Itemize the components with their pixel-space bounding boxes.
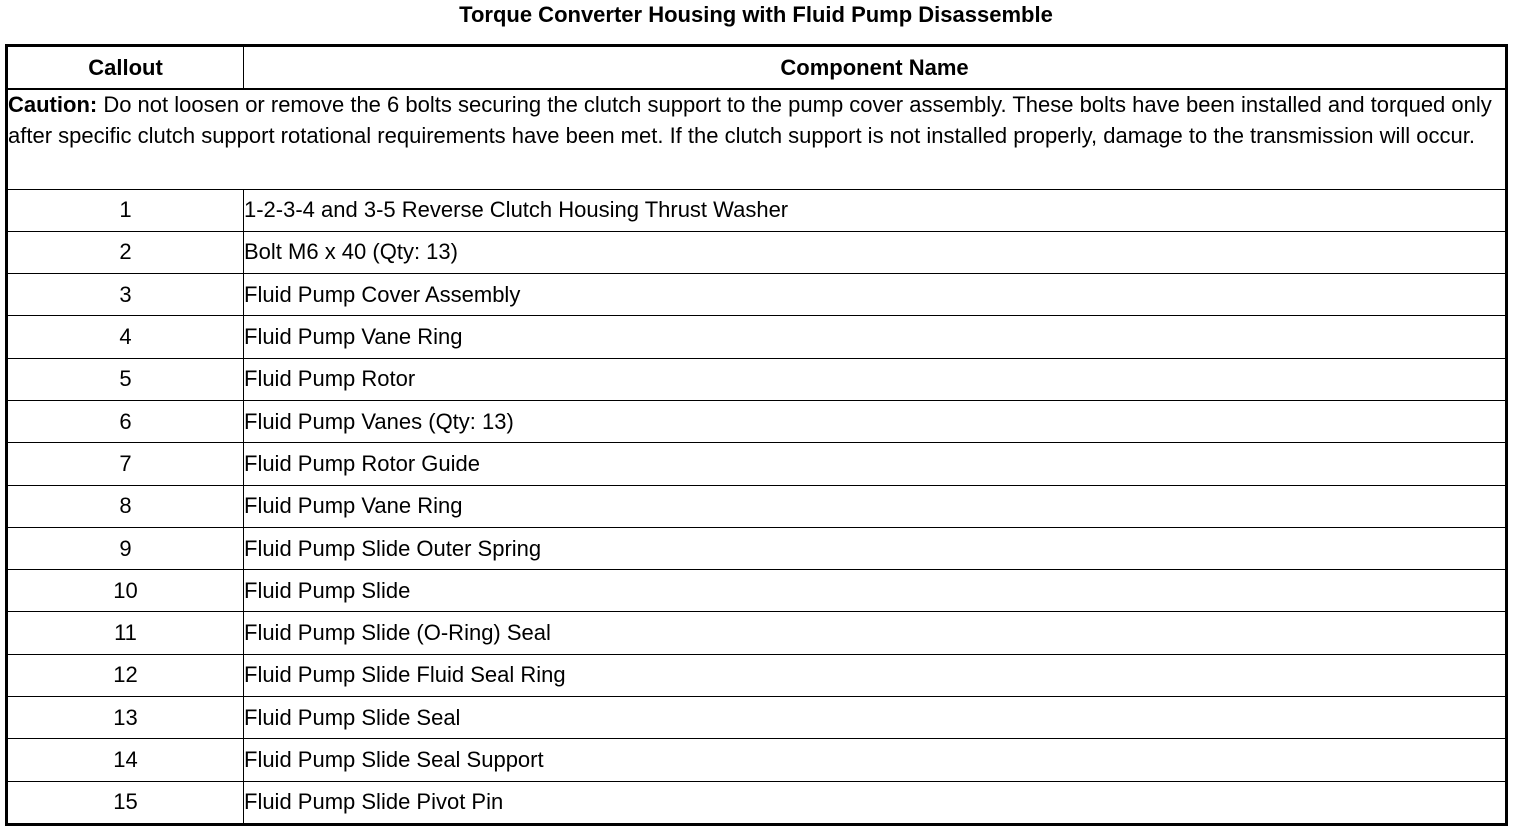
component-name-cell: Fluid Pump Slide Fluid Seal Ring [244,654,1507,696]
table-row [7,274,1507,316]
page-title: Torque Converter Housing with Fluid Pump Disassemble [459,2,1053,27]
parts-table [5,44,1508,826]
callout-cell: 7 [7,443,244,485]
table-row [7,739,1507,781]
caution-label: Caution: [8,92,98,117]
callout-cell: 10 [7,570,244,612]
caution-note [7,89,1507,189]
table-row [7,443,1507,485]
table-row [7,781,1507,824]
callout-cell: 12 [7,654,244,696]
callout-cell: 2 [7,231,244,273]
component-name-cell: Fluid Pump Vanes (Qty: 13) [244,400,1507,442]
callout-cell: 1 [7,189,244,231]
callout-cell: 13 [7,697,244,739]
component-name-cell: Fluid Pump Slide Seal Support [244,739,1507,781]
table-row [7,612,1507,654]
table-row [7,400,1507,442]
component-name-column-header: Component Name [244,46,1507,90]
callout-cell: 8 [7,485,244,527]
component-name-cell: 1-2-3-4 and 3-5 Reverse Clutch Housing Thrust Washer [244,189,1507,231]
caution-text: Do not loosen or remove the 6 bolts securing the clutch support to the pump cover assembly. These bolts have been installed and torqued only after specific clutch support rotational requirements have been met. If the clutch support is not installed properly, damage to the transmission will occur. [8,92,1492,148]
table-row [7,654,1507,696]
table-row [7,697,1507,739]
component-name-cell: Fluid Pump Slide [244,570,1507,612]
component-name-cell: Fluid Pump Slide (O-Ring) Seal [244,612,1507,654]
table-header-row [7,46,1507,90]
component-name-cell: Fluid Pump Cover Assembly [244,274,1507,316]
component-name-cell: Fluid Pump Slide Outer Spring [244,527,1507,569]
table-row [7,570,1507,612]
table-row [7,527,1507,569]
component-name-cell: Fluid Pump Rotor [244,358,1507,400]
table-row [7,231,1507,273]
table-row [7,316,1507,358]
component-name-cell: Fluid Pump Slide Seal [244,697,1507,739]
table-row [7,485,1507,527]
callout-cell: 6 [7,400,244,442]
component-name-cell: Fluid Pump Vane Ring [244,485,1507,527]
table-row [7,358,1507,400]
callout-cell: 11 [7,612,244,654]
component-name-cell: Fluid Pump Slide Pivot Pin [244,781,1507,824]
callout-cell: 9 [7,527,244,569]
callout-column-header: Callout [7,46,244,90]
table-row [7,189,1507,231]
callout-cell: 3 [7,274,244,316]
callout-cell: 4 [7,316,244,358]
component-name-cell: Fluid Pump Rotor Guide [244,443,1507,485]
caution-row [7,89,1507,189]
callout-cell: 15 [7,781,244,824]
component-name-cell: Bolt M6 x 40 (Qty: 13) [244,231,1507,273]
component-name-cell: Fluid Pump Vane Ring [244,316,1507,358]
callout-cell: 5 [7,358,244,400]
callout-cell: 14 [7,739,244,781]
